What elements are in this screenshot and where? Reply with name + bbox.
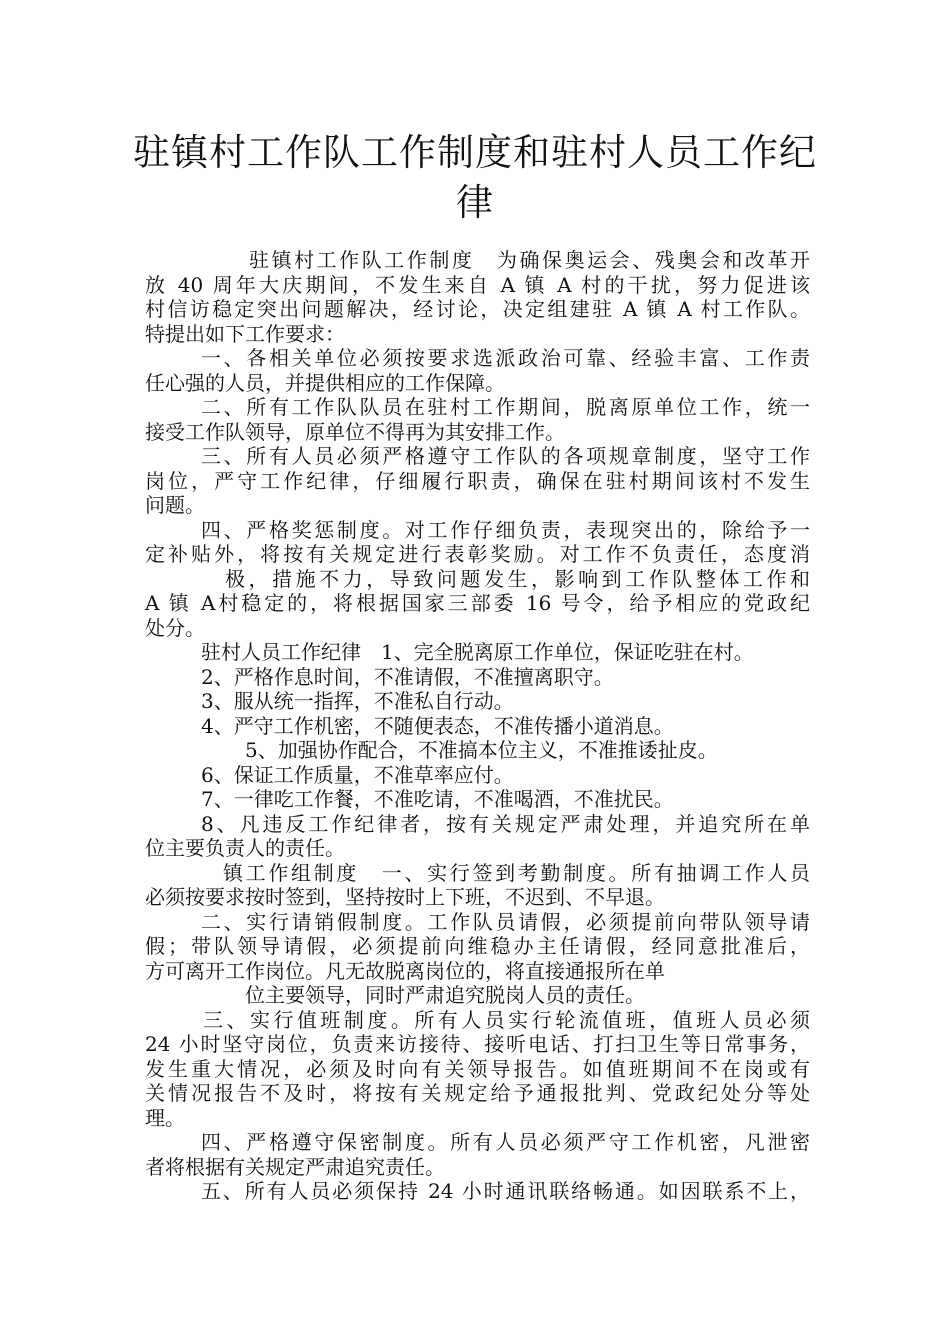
text-line: 四、严格奖惩制度。对工作仔细负责，表现突出的，除给予一 bbox=[201, 517, 810, 542]
text-line: 放 40 周年大庆期间，不发生来自 A 镇 A 村的干扰，努力促进该 bbox=[145, 272, 810, 297]
title-line: 律 bbox=[456, 181, 494, 224]
document-body bbox=[145, 248, 810, 1204]
text-line: 岗位，严守工作纪律，仔细履行职责，确保在驻村期间该村不发生 bbox=[145, 468, 810, 493]
text-line: 5、加强协作配合，不准搞本位主义，不准推诿扯皮。 bbox=[245, 738, 718, 762]
text-line: 3、服从统一指挥，不准私自行动。 bbox=[201, 689, 514, 713]
text-line: 极，措施不力，导致问题发生，影响到工作队整体工作和 bbox=[225, 566, 810, 591]
text-line: 驻村人员工作纪律 1、完全脱离原工作单位，保证吃驻在村。 bbox=[201, 640, 754, 664]
text-line: 24 小时坚守岗位，负责来访接待、接听电话、打扫卫生等日常事务， bbox=[145, 1032, 810, 1056]
text-line: 四、严格遵守保密制度。所有人员必须严守工作机密，凡泄密 bbox=[201, 1130, 810, 1154]
text-line: 方可离开工作岗位。凡无故脱离岗位的，将直接通报所在单 bbox=[145, 958, 665, 983]
text-line: 关情况报告不及时，将按有关规定给予通报批判、党政纪处分等处 bbox=[145, 1081, 810, 1105]
text-line: 必须按要求按时签到，坚持按时上下班，不迟到、不早退。 bbox=[145, 885, 665, 909]
text-line: 二、实行请销假制度。工作队员请假，必须提前向带队领导请 bbox=[201, 909, 810, 934]
text-line: 接受工作队领导，原单位不得再为其安排工作。 bbox=[145, 419, 565, 444]
text-line: 一、各相关单位必须按要求选派政治可靠、经验丰富、工作责 bbox=[201, 346, 810, 370]
text-line: 者将根据有关规定严肃追究责任。 bbox=[145, 1154, 445, 1179]
text-line: 假；带队领导请假，必须提前向维稳办主任请假，经同意批准后， bbox=[145, 934, 810, 958]
text-line: 村信访稳定突出问题解决，经讨论，决定组建驻 A 镇 A 村工作队。 bbox=[145, 297, 810, 321]
text-line: 位主要领导，同时严肃追究脱岗人员的责任。 bbox=[245, 983, 645, 1007]
text-line: 五、所有人员必须保持 24 小时通讯联络畅通。如因联系不上， bbox=[201, 1179, 810, 1203]
text-line: 定补贴外，将按有关规定进行表彰奖励。对工作不负责任，态度消 bbox=[145, 542, 810, 566]
text-line: A 镇 A村稳定的，将根据国家三部委 16 号令，给予相应的党政纪 bbox=[145, 591, 810, 615]
text-line: 二、所有工作队队员在驻村工作期间，脱离原单位工作，统一 bbox=[201, 395, 810, 419]
text-line: 位主要负责人的责任。 bbox=[145, 836, 345, 860]
text-line: 4、严守工作机密，不随便表态，不准传播小道消息。 bbox=[201, 713, 674, 738]
text-line: 三、所有人员必须严格遵守工作队的各项规章制度，坚守工作 bbox=[201, 444, 810, 468]
text-line: 驻镇村工作队工作制度 为确保奥运会、残奥会和改革开 bbox=[249, 248, 810, 272]
text-line: 任心强的人员，并提供相应的工作保障。 bbox=[145, 370, 505, 395]
text-line: 三、实行值班制度。所有人员实行轮流值班，值班人员必须 bbox=[203, 1007, 810, 1032]
text-line: 特提出如下工作要求： bbox=[145, 321, 345, 346]
text-line: 镇工作组制度 一、实行签到考勤制度。所有抽调工作人员 bbox=[223, 860, 810, 885]
title-line: 驻镇村工作队工作制度和驻村人员工作纪 bbox=[133, 131, 817, 174]
text-line: 问题。 bbox=[145, 493, 205, 517]
document-title bbox=[130, 128, 820, 228]
text-line: 理。 bbox=[145, 1105, 185, 1130]
text-line: 处分。 bbox=[145, 615, 205, 640]
text-line: 6、保证工作质量，不准草率应付。 bbox=[201, 762, 514, 787]
text-line: 发生重大情况，必须及时向有关领导报告。如值班期间不在岗或有 bbox=[145, 1056, 810, 1081]
text-line: 2、严格作息时间，不准请假，不准擅离职守。 bbox=[201, 664, 614, 689]
text-line: 8、凡违反工作纪律者，按有关规定严肃处理，并追究所在单 bbox=[201, 811, 810, 836]
text-line: 7、一律吃工作餐，不准吃请，不准喝酒，不准扰民。 bbox=[201, 787, 674, 811]
